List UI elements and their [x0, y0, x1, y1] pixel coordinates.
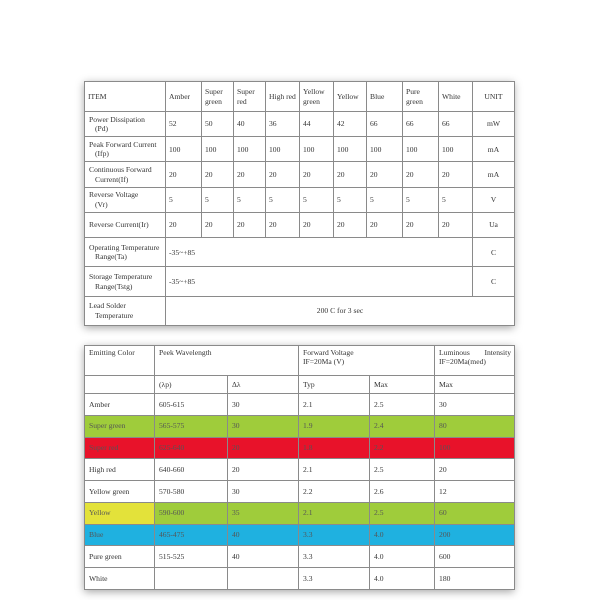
value-cell: 100 [439, 137, 473, 162]
unit-cell: mA [473, 137, 515, 162]
value-cell: 5 [166, 187, 202, 212]
value-cell: 35 [228, 502, 299, 524]
emitting-color-cell: Blue [85, 524, 155, 546]
value-cell: 100 [202, 137, 234, 162]
forward-voltage-header: Forward Voltage IF=20Ma (V) [299, 346, 435, 376]
value-cell: 20 [403, 162, 439, 187]
value-cell: 20 [300, 212, 334, 237]
value-cell: 2.1 [299, 394, 370, 416]
emitting-color-cell: Super red [85, 437, 155, 459]
optical-body [85, 394, 515, 590]
value-cell: 30 [228, 415, 299, 437]
emitting-color-cell: Yellow green [85, 481, 155, 503]
table-row [85, 187, 515, 212]
column-header-amber: Amber [166, 82, 202, 112]
value-cell: 2.2 [370, 437, 435, 459]
luminous-intensity-header: Luminous Intensity IF=20Ma(med) [435, 346, 515, 376]
value-cell: 4.0 [370, 568, 435, 590]
table-row [85, 546, 515, 568]
column-header-yellow-green: Yellow green [300, 82, 334, 112]
value-cell: 100 [266, 137, 300, 162]
unit-cell: C [473, 238, 515, 267]
value-cell: 20 [228, 459, 299, 481]
row-label: Continuous Forward Current(If) [85, 162, 166, 187]
row-label: Operating Temperature Range(Ta) [85, 238, 166, 267]
table-row [85, 524, 515, 546]
value-cell: 5 [439, 187, 473, 212]
max-ratings-header-row [85, 82, 515, 112]
value-cell: 20 [234, 212, 266, 237]
value-cell: 40 [234, 112, 266, 137]
table-row-lead-solder [85, 296, 515, 325]
table-row [85, 212, 515, 237]
table-row [85, 162, 515, 187]
emitting-color-cell: Amber [85, 394, 155, 416]
value-cell: 2.5 [370, 394, 435, 416]
value-cell: 12 [435, 481, 515, 503]
value-cell: 3.3 [299, 568, 370, 590]
max-ratings-table [84, 81, 515, 326]
value-cell: 20 [202, 212, 234, 237]
value-cell: 100 [334, 137, 367, 162]
value-cell: 605-615 [155, 394, 228, 416]
value-cell: 4.0 [370, 546, 435, 568]
unit-cell: mA [473, 162, 515, 187]
unit-cell: C [473, 267, 515, 296]
optical-subheader-row [85, 376, 515, 394]
operating-temp-value: -35~+85 [166, 238, 473, 267]
value-cell: 20 [367, 212, 403, 237]
value-cell: 515-525 [155, 546, 228, 568]
value-cell: 570-580 [155, 481, 228, 503]
table-row [85, 502, 515, 524]
emitting-color-cell: High red [85, 459, 155, 481]
column-header-high-red: High red [266, 82, 300, 112]
value-cell: 625-640 [155, 437, 228, 459]
value-cell: 200 [435, 524, 515, 546]
value-cell: 2.5 [370, 502, 435, 524]
unit-cell: Ua [473, 212, 515, 237]
value-cell: 565-575 [155, 415, 228, 437]
value-cell: 590-600 [155, 502, 228, 524]
emitting-color-cell: Pure green [85, 546, 155, 568]
value-cell: 3.3 [299, 524, 370, 546]
value-cell: 42 [334, 112, 367, 137]
value-cell: 2.2 [299, 481, 370, 503]
value-cell: 5 [367, 187, 403, 212]
emitting-color-cell: White [85, 568, 155, 590]
value-cell: 2.4 [370, 415, 435, 437]
value-cell: 5 [334, 187, 367, 212]
typ-subheader: Typ [299, 376, 370, 394]
value-cell: 20 [300, 162, 334, 187]
table-row-operating-temp [85, 238, 515, 267]
value-cell: 20 [439, 162, 473, 187]
value-cell: 3.3 [299, 546, 370, 568]
value-cell: 2.5 [370, 459, 435, 481]
table-row-storage-temp [85, 267, 515, 296]
value-cell: 20 [228, 437, 299, 459]
max-ratings-body [85, 112, 515, 326]
optical-card [84, 345, 514, 590]
column-header-white: White [439, 82, 473, 112]
peak-wavelength-header: Peek Wavelength [155, 346, 299, 376]
value-cell: 20 [266, 212, 300, 237]
value-cell: 100 [166, 137, 202, 162]
lp-subheader: (λp) [155, 376, 228, 394]
value-cell: 5 [234, 187, 266, 212]
column-header-super-green: Super green [202, 82, 234, 112]
optical-header-row [85, 346, 515, 376]
value-cell: 5 [202, 187, 234, 212]
unit-cell: V [473, 187, 515, 212]
value-cell: 66 [439, 112, 473, 137]
column-header-super-red: Super red [234, 82, 266, 112]
row-label: Reverse Current(Ir) [85, 212, 166, 237]
table-row [85, 568, 515, 590]
column-header-blue: Blue [367, 82, 403, 112]
value-cell [228, 568, 299, 590]
value-cell: 5 [300, 187, 334, 212]
value-cell: 180 [435, 568, 515, 590]
unit-cell: mW [473, 112, 515, 137]
value-cell: 2.6 [370, 481, 435, 503]
value-cell: 36 [266, 112, 300, 137]
value-cell: 100 [367, 137, 403, 162]
value-cell [155, 568, 228, 590]
value-cell: 20 [439, 212, 473, 237]
optical-table [84, 345, 515, 590]
table-row [85, 481, 515, 503]
value-cell: 4.0 [370, 524, 435, 546]
value-cell: 50 [202, 112, 234, 137]
row-label: Reverse Voltage (Vr) [85, 187, 166, 212]
table-row [85, 137, 515, 162]
table-row [85, 394, 515, 416]
value-cell: 20 [166, 162, 202, 187]
emitting-color-header: Emitting Color [85, 346, 155, 376]
value-cell: 80 [435, 415, 515, 437]
lead-solder-value: 200 C for 3 sec [166, 296, 515, 325]
row-label: Lead Solder Temperature [85, 296, 166, 325]
value-cell: 44 [300, 112, 334, 137]
item-header: ITEM [85, 82, 166, 112]
value-cell: 20 [334, 162, 367, 187]
value-cell: 30 [228, 394, 299, 416]
row-label: Power Dissipation (Pd) [85, 112, 166, 137]
value-cell: 40 [228, 546, 299, 568]
column-header-pure-green: Pure green [403, 82, 439, 112]
storage-temp-value: -35~+85 [166, 267, 473, 296]
value-cell: 20 [234, 162, 266, 187]
value-cell: 60 [435, 502, 515, 524]
value-cell: 52 [166, 112, 202, 137]
value-cell: 30 [228, 481, 299, 503]
row-label: Peak Forward Current (Ifp) [85, 137, 166, 162]
value-cell: 640-660 [155, 459, 228, 481]
column-header-yellow: Yellow [334, 82, 367, 112]
emitting-color-cell: Super green [85, 415, 155, 437]
table-row [85, 459, 515, 481]
value-cell: 100 [234, 137, 266, 162]
unit-header: UNIT [473, 82, 515, 112]
max-subheader: Max [370, 376, 435, 394]
value-cell: 20 [266, 162, 300, 187]
value-cell: 40 [228, 524, 299, 546]
max-ratings-card [84, 81, 514, 326]
dl-subheader: Δλ [228, 376, 299, 394]
value-cell: 5 [403, 187, 439, 212]
value-cell: 1.8 [299, 437, 370, 459]
value-cell: 465-475 [155, 524, 228, 546]
value-cell: 20 [334, 212, 367, 237]
value-cell: 2.1 [299, 459, 370, 481]
value-cell: 100 [403, 137, 439, 162]
value-cell: 20 [166, 212, 202, 237]
value-cell: 5 [266, 187, 300, 212]
emitting-color-cell: Yellow [85, 502, 155, 524]
value-cell: 30 [435, 394, 515, 416]
table-row [85, 112, 515, 137]
empty-subheader [85, 376, 155, 394]
lum-max-subheader: Max [435, 376, 515, 394]
value-cell: 20 [367, 162, 403, 187]
value-cell: 1.9 [299, 415, 370, 437]
value-cell: 100 [300, 137, 334, 162]
value-cell: 20 [435, 459, 515, 481]
value-cell: 100 [435, 437, 515, 459]
table-row [85, 437, 515, 459]
table-row [85, 415, 515, 437]
value-cell: 66 [403, 112, 439, 137]
value-cell: 20 [202, 162, 234, 187]
value-cell: 66 [367, 112, 403, 137]
row-label: Storage Temperature Range(Tstg) [85, 267, 166, 296]
value-cell: 20 [403, 212, 439, 237]
value-cell: 2.1 [299, 502, 370, 524]
value-cell: 600 [435, 546, 515, 568]
